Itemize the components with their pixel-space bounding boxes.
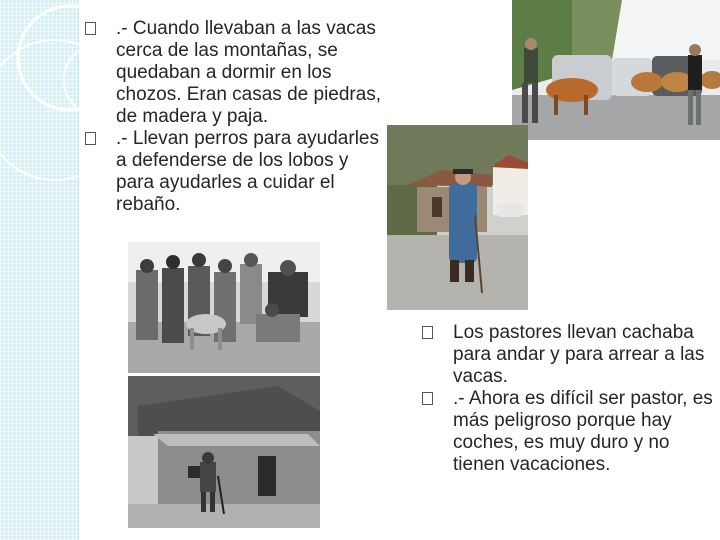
photo-shepherd-with-stick (387, 125, 528, 310)
photo-stone-hut (128, 376, 320, 528)
text-block-top (82, 18, 382, 216)
paragraph-text: .- Cuando llevaban a las vacas cerca de las montañas, se quedaban a dormir en los chozos. Eran casas de piedras, de madera y paja. (116, 18, 382, 127)
photo-cows-on-road (512, 0, 720, 140)
photo-shepherds-group (128, 242, 320, 373)
text-block-bottom (419, 322, 719, 476)
paragraph-text: .- Ahora es difícil ser pastor, es más peligroso porque hay coches, es muy duro y no tienen vacaciones. (453, 388, 713, 475)
list-item (82, 128, 382, 216)
list-item (82, 18, 382, 128)
paragraph-text: Los pastores llevan cachaba para andar y para arrear a las vacas. (453, 322, 705, 387)
list-item (419, 388, 719, 476)
bullet-square-icon (85, 132, 96, 145)
bullet-square-icon (422, 392, 433, 405)
paragraph-text: .- Llevan perros para ayudarles a defenderse de los lobos y para ayudarles a cuidar el rebaño. (116, 128, 379, 215)
bullet-square-icon (85, 22, 96, 35)
bullet-square-icon (422, 326, 433, 339)
list-item (419, 322, 719, 388)
decorative-side-strip (0, 0, 79, 540)
